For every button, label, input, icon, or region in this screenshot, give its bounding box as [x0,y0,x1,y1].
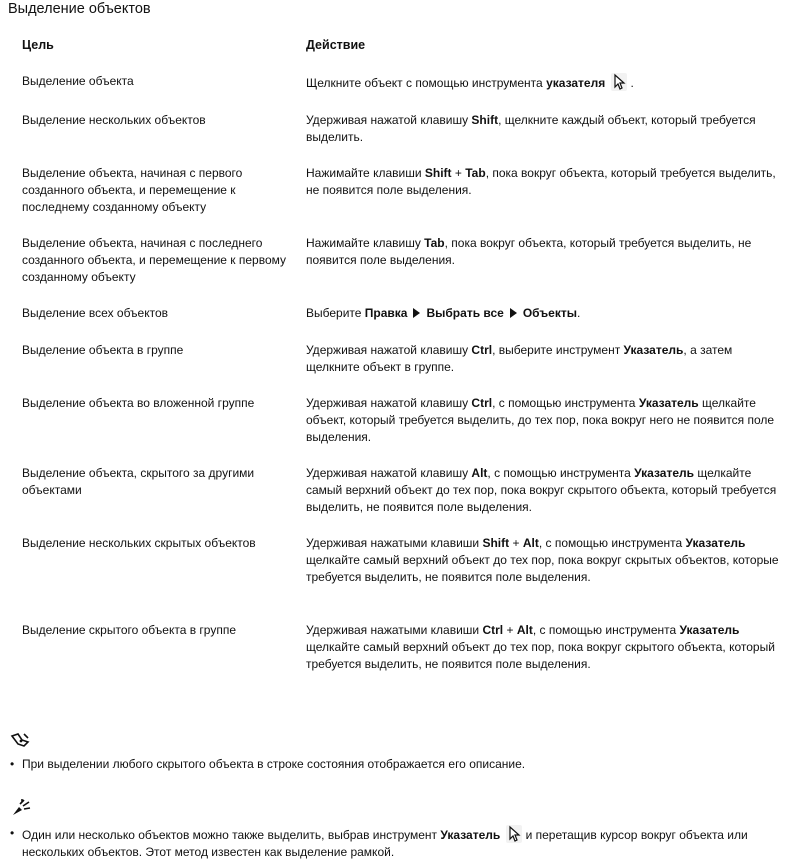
text-run: щелкайте самый верхний объект до тех пор, пока вокруг скрытых объектов, которые требуется выделить, не появится поле выделения. [306,553,779,584]
text-run: Удерживая нажатой клавишу [306,343,472,357]
bold-term: Указатель [440,828,501,842]
bold-term: Указатель [623,343,684,357]
text-run: и перетащив курсор вокруг объекта или нескольких объектов. Этот метод известен как выделение рамкой. [22,828,748,859]
text-run: Выберите [306,306,365,320]
text-run: Удерживая нажатой клавишу [306,113,472,127]
text-run: Нажимайте клавишу [306,236,425,250]
row-goal: Выделение объекта [22,74,134,88]
text-run: щелкайте самый верхний объект до тех пор, пока вокруг скрытого объекта, который требуется выделить, не появится поле выделения. [306,640,775,671]
row-action [306,622,784,673]
text-run: Удерживая нажатыми клавиши [306,623,483,637]
row-action [306,465,784,516]
row-action [306,535,784,586]
row-action [306,305,784,322]
bullet: • [10,826,15,840]
bold-term: Alt [471,466,488,480]
text-run: Удерживая нажатой клавишу [306,396,472,410]
bold-term: Правка [364,306,408,320]
row-goal: Выделение объекта, начиная с первого созданного объекта, и перемещение к последнему созданному объекту [22,166,243,214]
pointer-tool-icon [611,73,627,91]
bold-term: Ctrl [471,396,493,410]
row-action [306,235,784,269]
bold-term: Указатель [685,536,746,550]
row-goal: Выделение объекта в группе [22,343,184,357]
menu-arrow-icon [510,308,517,318]
bold-term: Объекты [522,306,577,320]
row-goal: Выделение всех объектов [22,306,169,320]
bold-term: Shift [471,113,499,127]
header-action: Действие [306,38,366,52]
text-run: + [503,623,517,637]
text-run: , выберите инструмент [492,343,624,357]
menu-arrow-icon [413,308,420,318]
bold-term: Tab [465,166,486,180]
text-run: При выделении любого скрытого объекта в строке состояния отображается его описание. [22,757,526,771]
bold-term: Ctrl [471,343,493,357]
row-goal: Выделение скрытого объекта в группе [22,623,236,637]
row-goal: Выделение объекта, начиная с последнего созданного объекта, и перемещение к первому созданному объекту [22,236,287,284]
bold-term: Shift [424,166,452,180]
text-run: Щелкните объект с помощью инструмента [306,76,547,90]
row-action [306,395,784,446]
bold-term: указателя [546,76,606,90]
note-icon [10,730,32,750]
row-action [306,112,784,146]
row-goal: Выделение объекта во вложенной группе [22,396,255,410]
tip-icon [10,798,32,818]
row-goal: Выделение объекта, скрытого за другими объектами [22,466,255,497]
text-run: Нажимайте клавиши [306,166,425,180]
pointer-tool-icon [506,825,522,843]
row-goal: Выделение нескольких скрытых объектов [22,536,256,550]
row-action [306,342,784,376]
text-run: , щелкните каждый объект, который требуется выделить. [306,113,756,144]
bullet: • [10,757,15,771]
bold-term: Указатель [634,466,695,480]
text-run: , с помощью инструмента [492,396,639,410]
text-run: , пока вокруг объекта, который требуется выделить, не появится поле выделения. [306,166,776,197]
text-run: . [627,76,634,90]
bold-term: Указатель [638,396,699,410]
bold-term: Alt [522,536,539,550]
row-action [306,73,784,92]
text-run: Удерживая нажатыми клавиши [306,536,483,550]
text-run: , а затем щелкните объект в группе. [306,343,733,374]
row-goal: Выделение нескольких объектов [22,113,206,127]
text-run: + [509,536,523,550]
row-action [306,165,784,199]
text-run: щелкайте объект, который требуется выделить, до тех пор, пока вокруг него не появится поле выделения. [306,396,775,444]
text-run: , пока вокруг объекта, который требуется выделить, не появится поле выделения. [306,236,752,267]
header-goal: Цель [22,38,54,52]
text-run: . [576,306,581,320]
text-run: + [451,166,466,180]
bold-term: Выбрать все [426,306,504,320]
bold-term: Tab [424,236,445,250]
text-run: Один или несколько объектов можно также выделить, выбрав инструмент [22,828,441,842]
page-title: Выделение объектов [8,1,151,17]
bold-term: Ctrl [482,623,504,637]
text-run: , с помощью инструмента [532,623,680,637]
text-run: щелкайте самый верхний объект до тех пор, пока вокруг скрытого объекта, который требуется выделить, не появится поле выделения. [306,466,777,514]
tip-body [22,825,788,861]
text-run: , с помощью инструмента [487,466,635,480]
bold-term: Указатель [679,623,740,637]
text-run: , с помощью инструмента [538,536,686,550]
text-run: Удерживая нажатой клавишу [306,466,472,480]
bold-term: Alt [516,623,533,637]
note-body [22,756,788,773]
bold-term: Shift [482,536,510,550]
